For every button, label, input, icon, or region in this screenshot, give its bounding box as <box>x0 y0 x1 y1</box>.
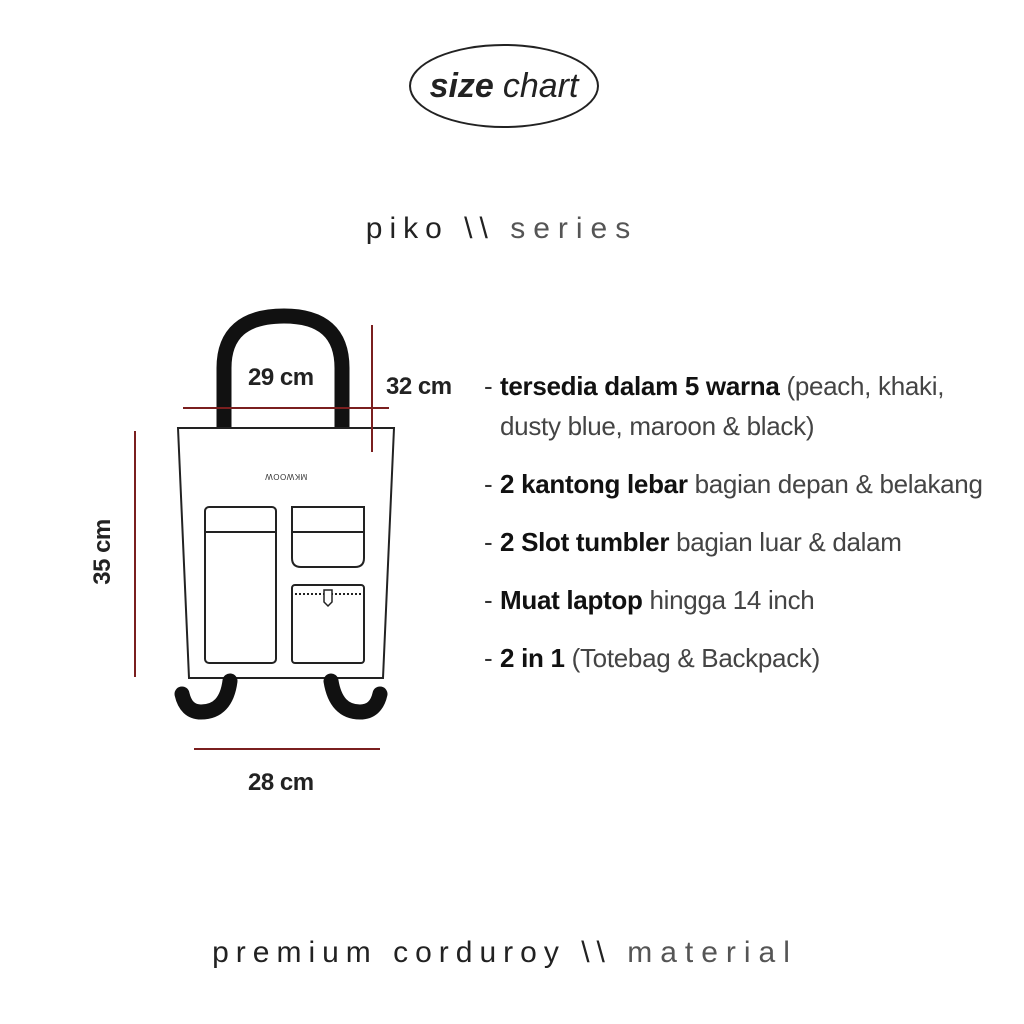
handle-width-label: 29 cm <box>248 364 314 391</box>
features-list <box>484 366 1004 696</box>
feature-detail: (Totebag & Backpack) <box>564 643 820 673</box>
series-name: piko <box>365 212 449 245</box>
feature-highlight: 2 kantong lebar <box>500 469 688 499</box>
feature-detail: bagian luar & dalam <box>669 527 902 557</box>
feature-dash: - <box>484 371 493 401</box>
upper-pocket <box>292 507 364 567</box>
left-backpack-strap <box>182 681 230 712</box>
feature-item <box>484 366 1004 446</box>
feature-highlight: 2 Slot tumbler <box>500 527 670 557</box>
feature-item <box>484 580 1004 620</box>
feature-highlight: 2 in 1 <box>500 643 565 673</box>
feature-detail: hingga 14 inch <box>642 585 815 615</box>
base-width-label: 28 cm <box>248 769 314 796</box>
feature-highlight: Muat laptop <box>500 585 643 615</box>
feature-detail: bagian depan & belakang <box>687 469 983 499</box>
feature-dash: - <box>484 469 493 499</box>
feature-item <box>484 638 1004 678</box>
feature-dash: - <box>484 527 493 557</box>
series-separator: \\ <box>464 212 495 245</box>
material-footer <box>0 936 1010 970</box>
handle-height-label: 32 cm <box>386 373 452 400</box>
feature-item <box>484 464 1004 504</box>
series-suffix: series <box>510 212 639 245</box>
bag-brand-label: MKWOOW <box>264 472 308 481</box>
feature-dash: - <box>484 643 493 673</box>
zipper-pull <box>324 590 332 606</box>
feature-highlight: tersedia dalam 5 warna <box>500 371 780 401</box>
tall-pocket <box>205 507 276 663</box>
right-backpack-strap <box>331 681 380 712</box>
feature-dash: - <box>484 585 493 615</box>
feature-detail: (peach, khaki, dusty blue, maroon & black) <box>500 371 945 441</box>
title-bold-word: size <box>429 66 494 105</box>
material-separator: \\ <box>581 936 612 969</box>
material-name: premium corduroy <box>212 936 566 969</box>
material-suffix: material <box>627 936 798 969</box>
feature-item <box>484 522 1004 562</box>
title-rest-word: chart <box>502 66 579 105</box>
body-height-label: 35 cm <box>89 519 116 585</box>
